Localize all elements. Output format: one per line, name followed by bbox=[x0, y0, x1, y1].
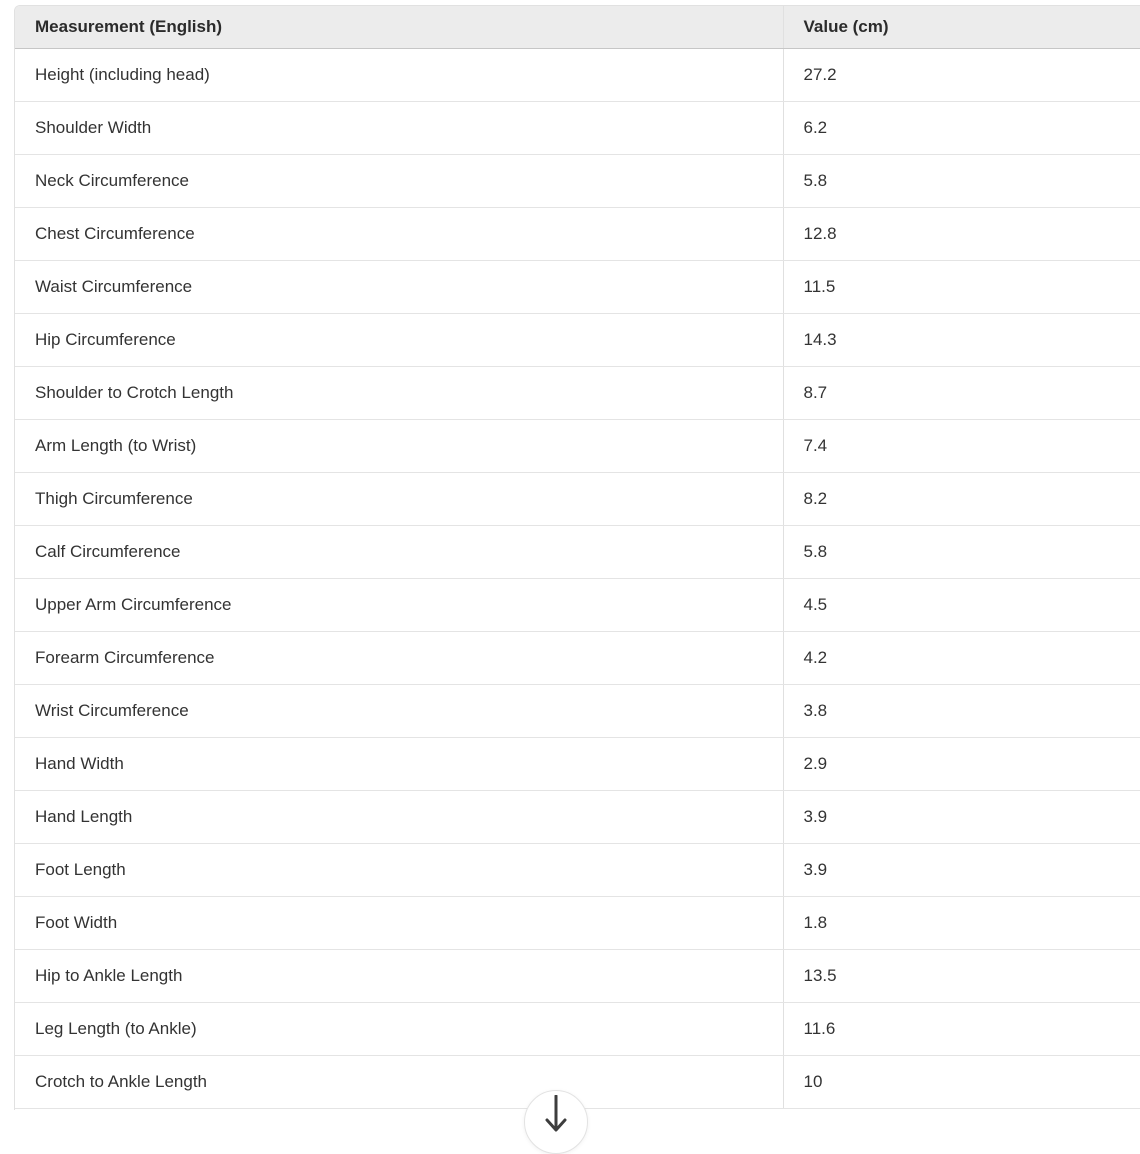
measurements-table-container bbox=[14, 5, 1140, 1110]
measurement-cell: Forearm Circumference bbox=[15, 632, 783, 685]
value-cell: 3.9 bbox=[783, 791, 1140, 844]
table-row bbox=[15, 420, 1140, 473]
measurement-cell: Calf Circumference bbox=[15, 526, 783, 579]
value-cell: 1.8 bbox=[783, 897, 1140, 950]
measurement-cell: Foot Length bbox=[15, 844, 783, 897]
table-row bbox=[15, 632, 1140, 685]
measurement-cell: Hip to Ankle Length bbox=[15, 950, 783, 1003]
table-row bbox=[15, 314, 1140, 367]
table-row bbox=[15, 579, 1140, 632]
table-row bbox=[15, 261, 1140, 314]
value-cell: 11.5 bbox=[783, 261, 1140, 314]
measurement-cell: Height (including head) bbox=[15, 49, 783, 102]
table-row bbox=[15, 208, 1140, 261]
measurement-cell: Shoulder to Crotch Length bbox=[15, 367, 783, 420]
value-cell: 5.8 bbox=[783, 155, 1140, 208]
table-row bbox=[15, 685, 1140, 738]
table-row bbox=[15, 367, 1140, 420]
value-cell: 4.2 bbox=[783, 632, 1140, 685]
value-cell: 6.2 bbox=[783, 102, 1140, 155]
measurement-cell: Hand Width bbox=[15, 738, 783, 791]
measurement-cell: Waist Circumference bbox=[15, 261, 783, 314]
table-row bbox=[15, 950, 1140, 1003]
value-cell: 12.8 bbox=[783, 208, 1140, 261]
value-cell: 8.7 bbox=[783, 367, 1140, 420]
value-cell: 3.8 bbox=[783, 685, 1140, 738]
value-cell: 4.5 bbox=[783, 579, 1140, 632]
value-cell: 13.5 bbox=[783, 950, 1140, 1003]
measurement-cell: Neck Circumference bbox=[15, 155, 783, 208]
table-row bbox=[15, 738, 1140, 791]
scroll-to-bottom-button[interactable] bbox=[524, 1090, 588, 1154]
table-body bbox=[15, 49, 1140, 1109]
table-row bbox=[15, 844, 1140, 897]
table-row bbox=[15, 791, 1140, 844]
value-cell: 7.4 bbox=[783, 420, 1140, 473]
measurement-cell: Shoulder Width bbox=[15, 102, 783, 155]
value-cell: 14.3 bbox=[783, 314, 1140, 367]
table-row bbox=[15, 1003, 1140, 1056]
table-row bbox=[15, 526, 1140, 579]
table-row bbox=[15, 102, 1140, 155]
table-header bbox=[15, 6, 1140, 49]
table-row bbox=[15, 49, 1140, 102]
measurement-cell: Thigh Circumference bbox=[15, 473, 783, 526]
measurement-cell: Crotch to Ankle Length bbox=[15, 1056, 783, 1109]
measurement-cell: Hand Length bbox=[15, 791, 783, 844]
measurement-cell: Wrist Circumference bbox=[15, 685, 783, 738]
value-cell: 2.9 bbox=[783, 738, 1140, 791]
measurement-cell: Foot Width bbox=[15, 897, 783, 950]
value-cell: 8.2 bbox=[783, 473, 1140, 526]
measurement-cell: Chest Circumference bbox=[15, 208, 783, 261]
measurement-cell: Upper Arm Circumference bbox=[15, 579, 783, 632]
measurement-cell: Leg Length (to Ankle) bbox=[15, 1003, 783, 1056]
table-row bbox=[15, 897, 1140, 950]
value-cell: 3.9 bbox=[783, 844, 1140, 897]
column-header-value: Value (cm) bbox=[783, 6, 1140, 49]
value-cell: 27.2 bbox=[783, 49, 1140, 102]
value-cell: 5.8 bbox=[783, 526, 1140, 579]
measurement-cell: Arm Length (to Wrist) bbox=[15, 420, 783, 473]
header-row bbox=[15, 6, 1140, 49]
value-cell: 10 bbox=[783, 1056, 1140, 1109]
value-cell: 11.6 bbox=[783, 1003, 1140, 1056]
measurement-cell: Hip Circumference bbox=[15, 314, 783, 367]
column-header-measurement: Measurement (English) bbox=[15, 6, 783, 49]
table-row bbox=[15, 473, 1140, 526]
arrow-down-icon bbox=[544, 1091, 568, 1139]
table-row bbox=[15, 155, 1140, 208]
measurements-table bbox=[15, 6, 1140, 1109]
